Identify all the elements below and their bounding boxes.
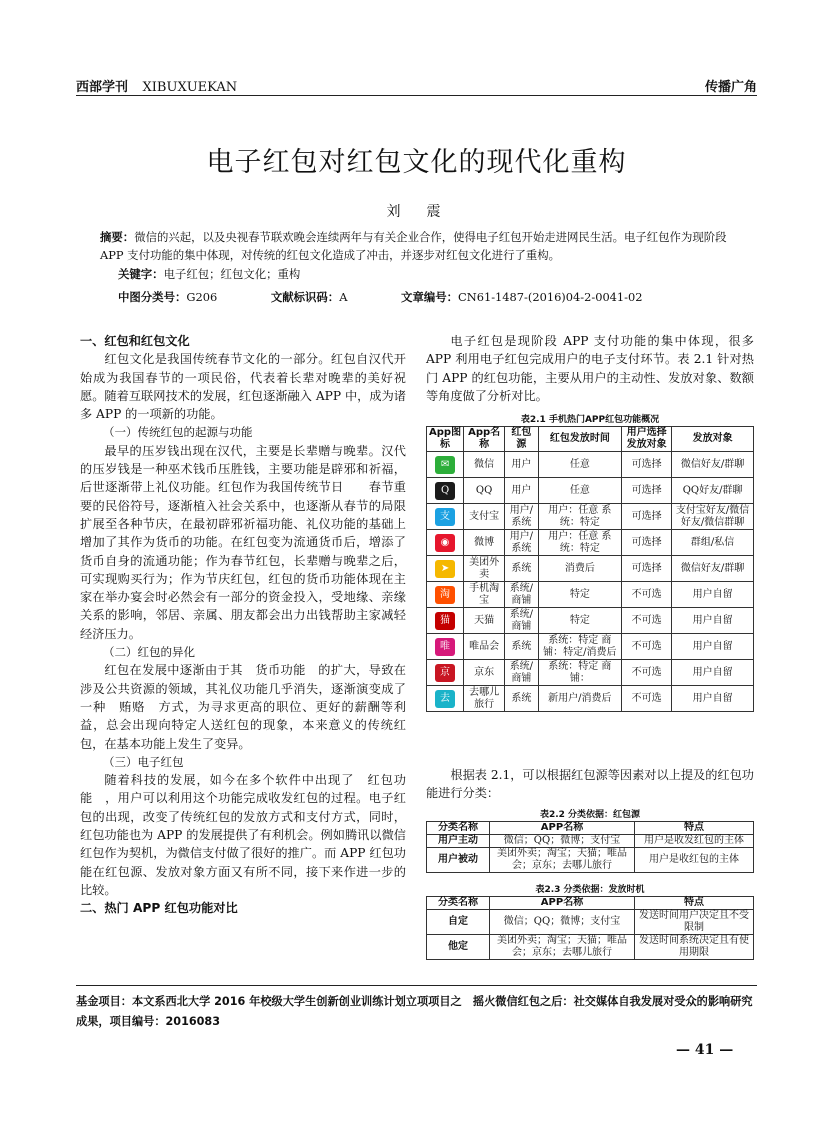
keywords xyxy=(118,265,738,283)
choose-cell: 可选择 xyxy=(622,504,672,530)
header-rule xyxy=(76,95,757,96)
article-value: CN61-1487-(2016)04-2-0041-02 xyxy=(458,290,643,304)
table-row xyxy=(427,452,754,478)
source-cell: 用户/系统 xyxy=(505,504,538,530)
icon-cell xyxy=(427,452,464,478)
icon-cell xyxy=(427,634,464,660)
section-heading-2: 二、热门 APP 红包功能对比 xyxy=(80,901,238,916)
target-cell: 用户自留 xyxy=(672,634,754,660)
icon-cell xyxy=(427,556,464,582)
choose-cell: 不可选 xyxy=(622,660,672,686)
paragraph: 随着科技的发展，如今在多个软件中出现了 红包功能 ，用户可以利用这个功能完成收发红包的过程。电子红包的出现，改变了传统红包的发放方式和支付方式，同时，红包功能也为 APP 的发展提供了有利机会。例如腾讯以微信红包作为契机，为微信支付做了很好的推广。而 APP 红包功能在红包源、发放对象方面又有所不同，接下来作进一步的比较。 xyxy=(80,773,406,897)
choose-cell: 不可选 xyxy=(622,582,672,608)
table2-caption: 表2.2 分类依据：红包源 xyxy=(539,810,641,820)
apps-cell: 微信；QQ；微博；支付宝 xyxy=(490,835,635,848)
paragraph: 最早的压岁钱出现在汉代，主要是长辈赠与晚辈。汉代的压岁钱是一种巫术钱币压胜钱，主要功能是辟邪和祈福，后世逐渐带上礼仪功能。红包作为我国传统节日 春节重要的民俗符号，逐渐植入社会关系中，也逐渐从春节的局限扩展至各种节庆，在最初辟邪祈福功能、礼仪功能的基础上增加了其作为货币的功能。在红包变为流通货币后，增添了货币自身的流通功能；作为春节红包，长辈赠与晚辈之后，可实现购买行为；作为节庆红包，红包的货币功能体现在主家在举办宴会时必然会有一部分的资金投入，受地缘、亲缘关系的影响，邻居、亲属、朋友都会出力出钱帮助主家减轻经济压力。 xyxy=(80,443,406,641)
page-number: — 41 — xyxy=(676,1042,734,1058)
section-heading-1: 一、红包和红包文化 xyxy=(80,334,190,348)
table-header-cell: 发放对象 xyxy=(672,427,754,452)
journal-en: XIBUXUEKAN xyxy=(142,80,238,95)
source-cell: 用户/系统 xyxy=(505,530,538,556)
icon-cell xyxy=(427,608,464,634)
qq-icon: Q xyxy=(435,482,455,500)
icon-cell xyxy=(427,582,464,608)
source-cell: 系统 xyxy=(505,686,538,712)
choose-cell: 不可选 xyxy=(622,686,672,712)
meituan-icon: ➤ xyxy=(435,560,455,578)
table-row xyxy=(427,835,754,848)
apps-cell: 微信；QQ；微博；支付宝 xyxy=(490,910,635,935)
alipay-icon: 支 xyxy=(435,508,455,526)
fund-note: 基金项目：本文系西北大学 2016 年校级大学生创新创业训练计划立项项目之 摇火微信红包之后：社交媒体自我发展对受众的影响研究 成果，项目编号：2016083 xyxy=(76,995,764,1028)
table-row xyxy=(427,556,754,582)
wechat-icon: ✉ xyxy=(435,456,455,474)
right-column xyxy=(426,332,754,405)
table-header-cell: 红包源 xyxy=(505,427,538,452)
table-row xyxy=(427,848,754,873)
qunar-icon: 去 xyxy=(435,690,455,708)
icon-cell xyxy=(427,686,464,712)
target-cell: 用户自留 xyxy=(672,608,754,634)
time-cell: 任意 xyxy=(538,452,621,478)
time-cell: 用户：任意 系统：特定 xyxy=(538,530,621,556)
app-name-cell: 唯品会 xyxy=(464,634,505,660)
source-cell: 系统/商铺 xyxy=(505,608,538,634)
table1-caption: 表2.1 手机热门APP红包功能概况 xyxy=(520,415,660,425)
paragraph: 红包在发展中逐渐由于其 货币功能 的扩大，导致在涉及公共资源的领域，其礼仪功能几乎消失，逐渐演变成了一种 贿赂 方式，为寻求更高的职位、更好的薪酬等利益，总会出现向特定人送红包的现象，本来意义的传统红包，在基本功能上发生了变异。 xyxy=(80,663,406,751)
category-cell: 他定 xyxy=(427,935,490,960)
table-by-source xyxy=(426,821,754,873)
keywords-label: 关键字： xyxy=(118,267,164,281)
keywords-text: 电子红包；红包文化；重构 xyxy=(163,267,301,281)
author: 刘 震 xyxy=(386,204,447,220)
time-cell: 新用户/消费后 xyxy=(538,686,621,712)
weibo-icon: ◉ xyxy=(435,534,455,552)
clc-value: G206 xyxy=(186,290,218,304)
table-row xyxy=(427,935,754,960)
app-name-cell: 天猫 xyxy=(464,608,505,634)
target-cell: 群组/私信 xyxy=(672,530,754,556)
feature-cell: 发送时间用户决定且不受限制 xyxy=(635,910,754,935)
time-cell: 系统：特定 商铺： xyxy=(538,660,621,686)
subsection-heading: （一）传统红包的起源与功能 xyxy=(103,425,253,440)
subsection-heading: （二）红包的异化 xyxy=(103,645,195,660)
target-cell: 用户自留 xyxy=(672,660,754,686)
table-row xyxy=(427,634,754,660)
target-cell: QQ好友/群聊 xyxy=(672,478,754,504)
right-column-cont xyxy=(426,766,754,803)
table-header-cell: App名称 xyxy=(464,427,505,452)
target-cell: 支付宝好友/微信好友/微信群聊 xyxy=(672,504,754,530)
target-cell: 微信好友/群聊 xyxy=(672,452,754,478)
target-cell: 微信好友/群聊 xyxy=(672,556,754,582)
article-title: 电子红包对红包文化的现代化重构 xyxy=(206,147,627,178)
feature-cell: 用户是收红包的主体 xyxy=(635,848,754,873)
source-cell: 系统/商铺 xyxy=(505,660,538,686)
jd-icon: 京 xyxy=(435,664,455,682)
choose-cell: 可选择 xyxy=(622,556,672,582)
journal-header xyxy=(76,76,237,95)
abstract-text: 微信的兴起，以及央视春节联欢晚会连续两年与有关企业合作，使得电子红包开始走进网民生活。电子红包作为现阶段 APP 支付功能的集中体现，对传统的红包文化造成了冲击，并逐步对红包文化进行了重构。 xyxy=(100,230,727,262)
app-name-cell: 京东 xyxy=(464,660,505,686)
doc-label: 文献标识码： xyxy=(270,290,340,304)
doc-value: A xyxy=(339,290,348,304)
icon-cell xyxy=(427,478,464,504)
time-cell: 系统：特定 商铺：特定/消费后 xyxy=(538,634,621,660)
choose-cell: 不可选 xyxy=(622,608,672,634)
feature-cell: 用户是收发红包的主体 xyxy=(635,835,754,848)
table3-caption: 表2.3 分类依据：发放时机 xyxy=(535,885,645,895)
section-name: 传播广角 xyxy=(704,80,757,95)
paragraph: 根据表 2.1，可以根据红包源等因素对以上提及的红包功能进行分类： xyxy=(426,768,754,801)
time-cell: 用户：任意 系统：特定 xyxy=(538,504,621,530)
table-app-overview xyxy=(426,426,754,712)
source-cell: 系统 xyxy=(505,556,538,582)
apps-cell: 美团外卖；淘宝；天猫；唯品会；京东；去哪儿旅行 xyxy=(490,935,635,960)
left-column xyxy=(80,332,406,918)
choose-cell: 不可选 xyxy=(622,634,672,660)
journal-cn: 西部学刊 xyxy=(76,80,129,95)
table-row xyxy=(427,582,754,608)
table-header-cell: APP名称 xyxy=(490,822,635,835)
table-header-cell: APP名称 xyxy=(490,897,635,910)
source-cell: 用户 xyxy=(505,452,538,478)
category-cell: 自定 xyxy=(427,910,490,935)
choose-cell: 可选择 xyxy=(622,478,672,504)
table-row xyxy=(427,504,754,530)
table-row xyxy=(427,608,754,634)
time-cell: 特定 xyxy=(538,608,621,634)
choose-cell: 可选择 xyxy=(622,452,672,478)
table-header-cell: 分类名称 xyxy=(427,822,490,835)
app-name-cell: QQ xyxy=(464,478,505,504)
apps-cell: 美团外卖；淘宝；天猫；唯品会；京东；去哪儿旅行 xyxy=(490,848,635,873)
time-cell: 特定 xyxy=(538,582,621,608)
time-cell: 任意 xyxy=(538,478,621,504)
vipshop-icon: 唯 xyxy=(435,638,455,656)
table-header-cell: 红包发放时间 xyxy=(538,427,621,452)
table-row xyxy=(427,686,754,712)
icon-cell xyxy=(427,660,464,686)
category-cell: 用户被动 xyxy=(427,848,490,873)
table-by-timing xyxy=(426,896,754,960)
table-header-cell: 用户选择发放对象 xyxy=(622,427,672,452)
table-header-cell: 特点 xyxy=(635,897,754,910)
source-cell: 系统 xyxy=(505,634,538,660)
category-cell: 用户主动 xyxy=(427,835,490,848)
source-cell: 系统/商铺 xyxy=(505,582,538,608)
app-name-cell: 手机淘宝 xyxy=(464,582,505,608)
choose-cell: 可选择 xyxy=(622,530,672,556)
table-header-cell: 分类名称 xyxy=(427,897,490,910)
taobao-icon: 淘 xyxy=(435,586,455,604)
app-name-cell: 去哪儿旅行 xyxy=(464,686,505,712)
app-name-cell: 微博 xyxy=(464,530,505,556)
source-cell: 用户 xyxy=(505,478,538,504)
table-header-cell: 特点 xyxy=(635,822,754,835)
app-name-cell: 微信 xyxy=(464,452,505,478)
tmall-icon: 猫 xyxy=(435,612,455,630)
clc-label: 中图分类号： xyxy=(118,290,187,304)
app-name-cell: 美团外卖 xyxy=(464,556,505,582)
table-row xyxy=(427,660,754,686)
icon-cell xyxy=(427,530,464,556)
target-cell: 用户自留 xyxy=(672,686,754,712)
footnote-rule xyxy=(76,985,757,986)
table-row xyxy=(427,910,754,935)
icon-cell xyxy=(427,504,464,530)
paragraph: 红包文化是我国传统春节文化的一部分。红包自汉代开始成为我国春节的一项民俗，代表着长辈对晚辈的美好祝愿。随着互联网技术的发展，红包逐渐融入 APP 中，成为诸多 APP 的一项新的功能。 xyxy=(80,352,406,422)
table-row xyxy=(427,530,754,556)
app-name-cell: 支付宝 xyxy=(464,504,505,530)
article-label: 文章编号： xyxy=(401,290,459,304)
feature-cell: 发送时间系统决定且有使用期限 xyxy=(635,935,754,960)
target-cell: 用户自留 xyxy=(672,582,754,608)
abstract-label: 摘要： xyxy=(100,230,135,244)
subsection-heading: （三）电子红包 xyxy=(103,754,184,769)
identifiers xyxy=(118,288,738,306)
table-row xyxy=(427,478,754,504)
time-cell: 消费后 xyxy=(538,556,621,582)
table-header-cell: App图标 xyxy=(427,427,464,452)
paragraph: 电子红包是现阶段 APP 支付功能的集中体现，很多 APP 利用电子红包完成用户的电子支付环节。表 2.1 针对热门 APP 的红包功能，主要从用户的主动性、发放对象、数额等角度做了分析对比。 xyxy=(426,334,754,403)
abstract xyxy=(100,228,740,264)
